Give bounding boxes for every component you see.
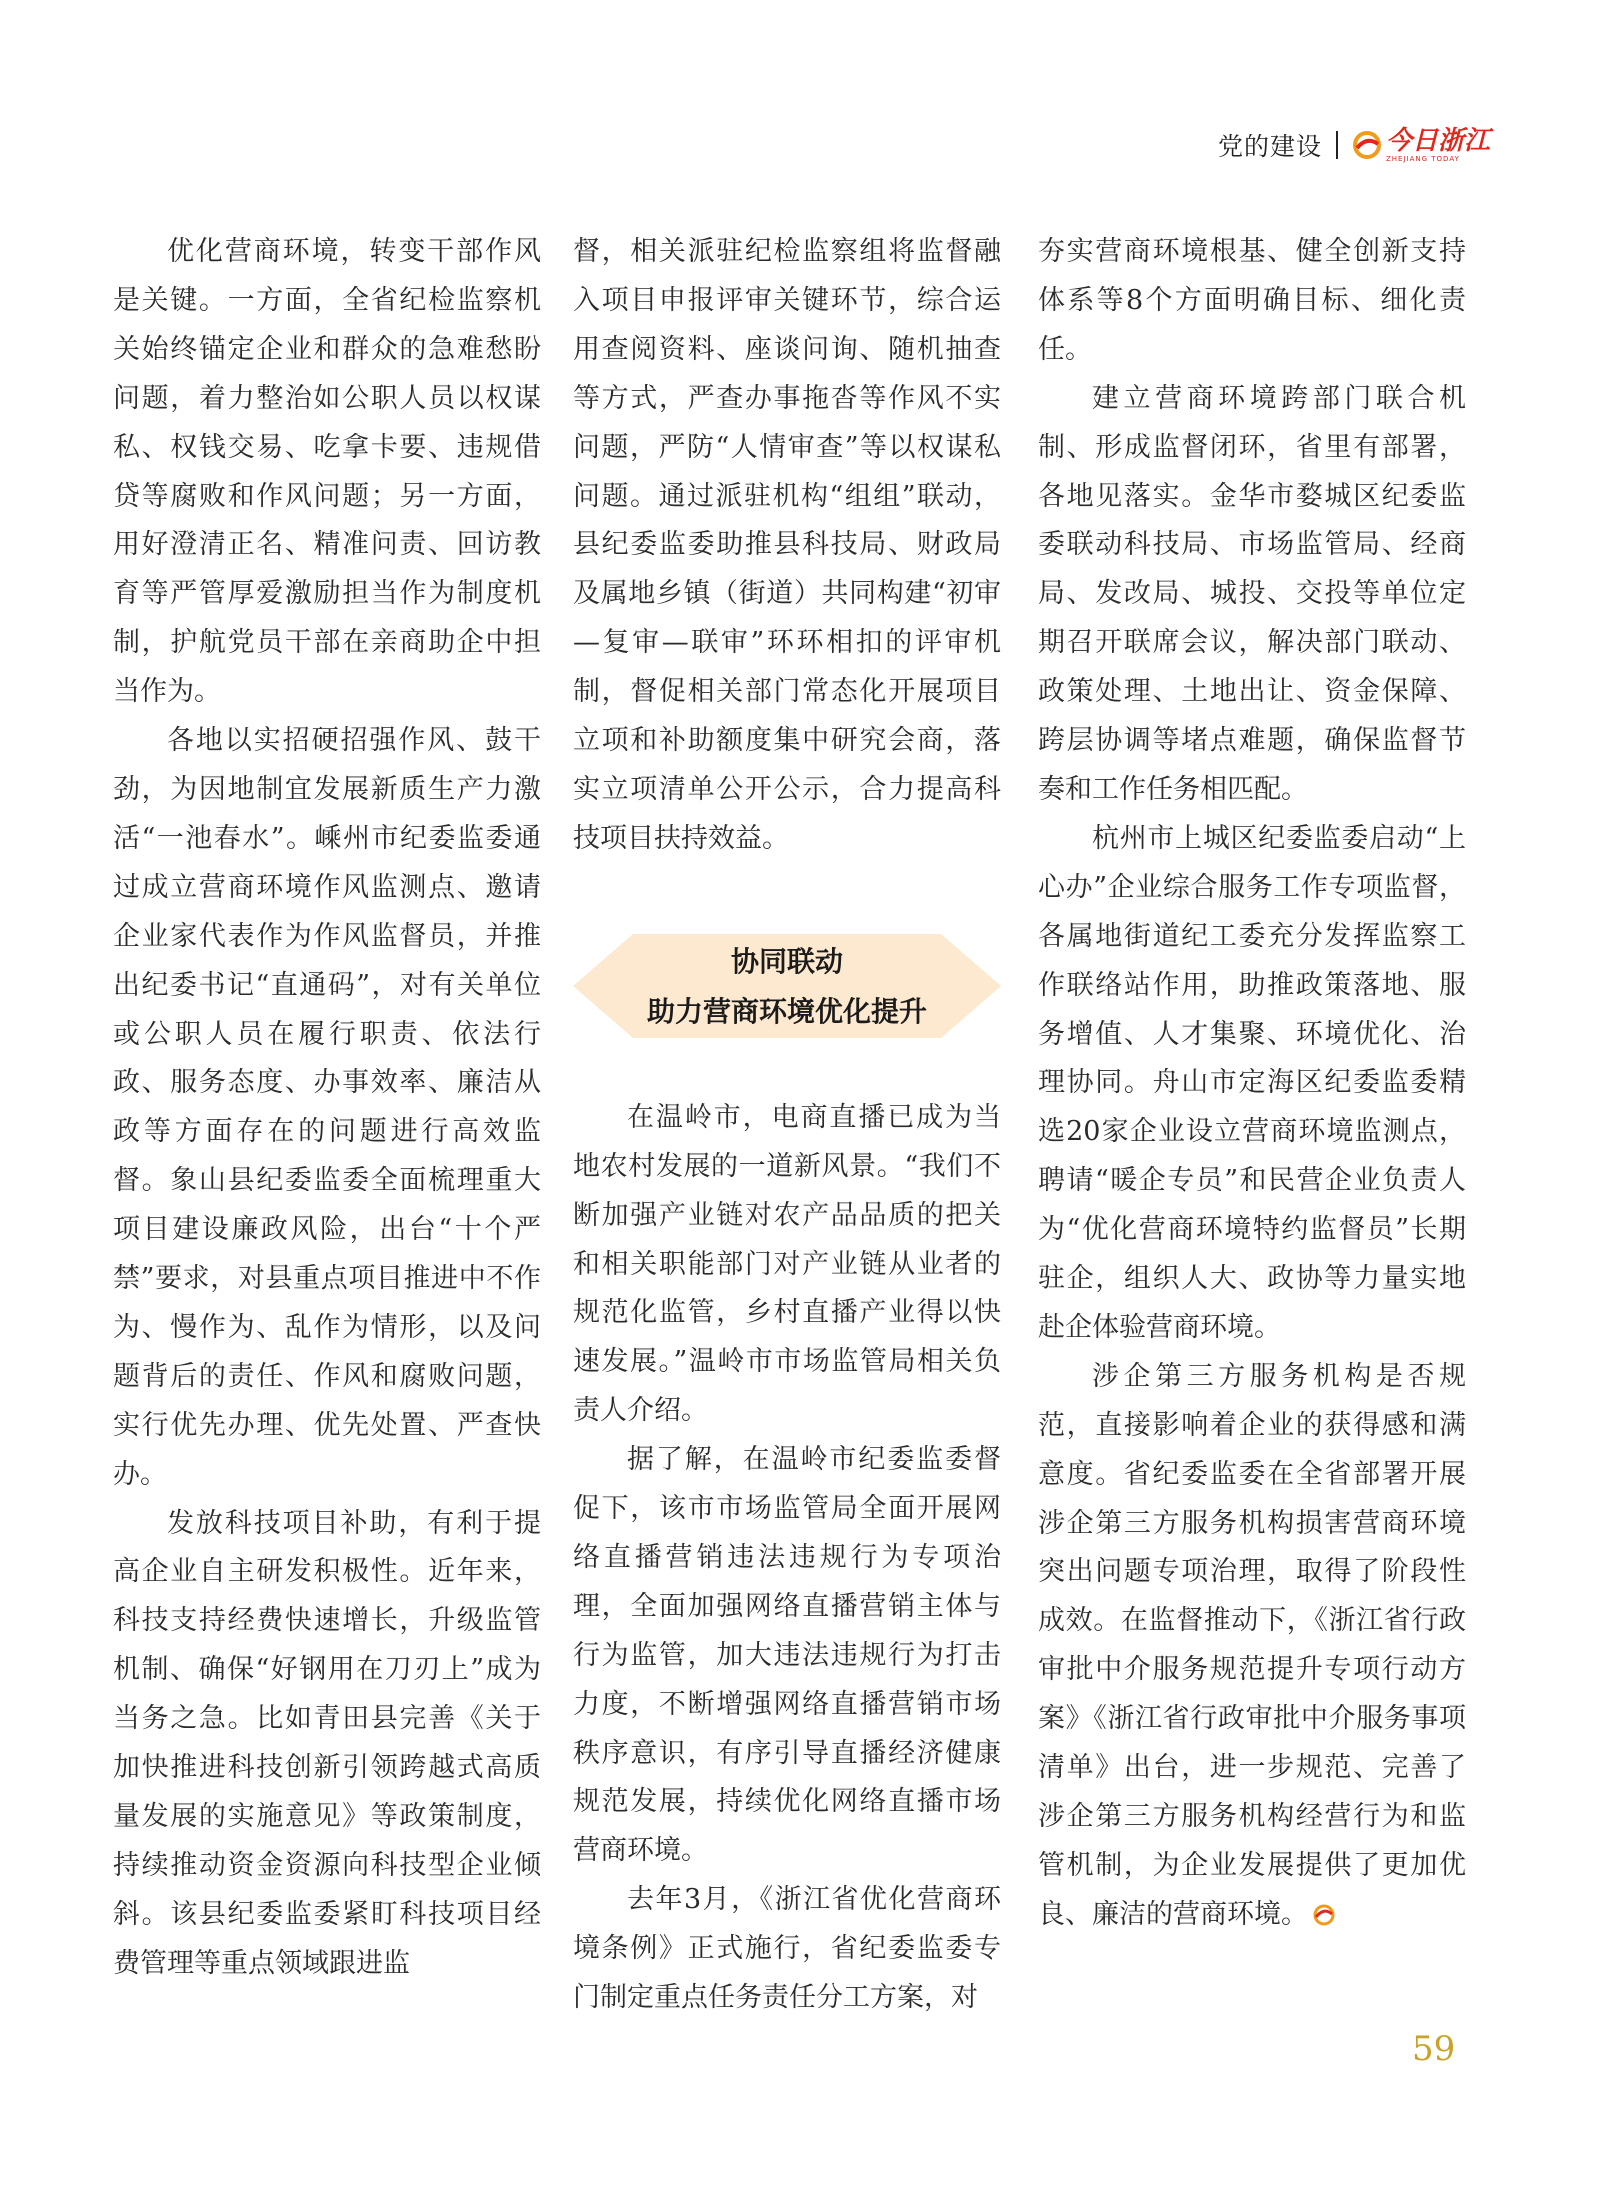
subheading-line-1: 协同联动 [730,944,843,978]
column-right [1038,228,1466,1940]
column-middle [573,228,1001,2023]
section-label: 党的建设 [1217,132,1322,161]
column-left [113,228,541,1989]
paragraph: 据了解，在温岭市纪委监委督促下，该市市场监管局全面开展网络直播营销违法违规行为专项治理，全面加强网络直播营销主体与行为监管，加大违法违规行为打击力度，不断增强网络直播营销市场秩序意识，有序引导直播经济健康规范发展，持续优化网络直播市场营商环境。 [573,1444,1001,1867]
final-paragraph-text: 涉企第三方服务机构是否规范，直接影响着企业的获得感和满意度。省纪委监委在全省部署开展涉企第三方服务机构损害营商环境突出问题专项治理，取得了阶段性成效。在监督推动下，《浙江省行政审批中介服务规范提升专项行动方案》《浙江省行政审批中介服务事项清单》出台，进一步规范、完善了涉企第三方服务机构经营行为和监管机制，为企业发展提供了更加优良、廉洁的营商环境。 [1038,1360,1466,1930]
paragraph-final [1038,1353,1466,1940]
paragraph: 发放科技项目补助，有利于提高企业自主研发积极性。近年来，科技支持经费快速增长，升级监管机制、确保“好钢用在刀刃上”成为当务之急。比如青田县完善《关于加快推进科技创新引领跨越式高质量发展的实施意见》等政策制度，持续推动资金资源向科技型企业倾斜。该县纪委监委紧盯科技项目经费管理等重点领域跟进监 [113,1507,541,1979]
subheading-line-2: 助力营商环境优化提升 [646,994,927,1028]
page-header [1218,120,1490,170]
paragraph: 优化营商环境，转变干部作风是关键。一方面，全省纪检监察机关始终锚定企业和群众的急难愁盼问题，着力整治如公职人员以权谋私、权钱交易、吃拿卡要、违规借贷等腐败和作风问题；另一方面，用好澄清正名、精准问责、回访教育等严管厚爱激励担当作为制度机制，护航党员干部在亲商助企中担当作为。 [113,236,541,708]
page-number: 59 [1412,2029,1456,2069]
brand-name: 今日浙江 [1385,125,1490,156]
subheading-banner [573,926,1001,1046]
brand-logo [1352,125,1490,163]
paragraph-continued: 督，相关派驻纪检监察组将监督融入项目申报评审关键环节，综合运用查阅资料、座谈问询、随机抽查等方式，严查办事拖沓等作风不实问题，严防“人情审查”等以权谋私问题。通过派驻机构“组组”联动，县纪委监委助推县科技局、财政局及属地乡镇（街道）共同构建“初审—复审—联审”环环相扣的评审机制，督促相关部门常态化开展项目立项和补助额度集中研究会商，落实立项清单公开公示，合力提高科技项目扶持效益。 [573,236,1001,854]
end-mark-icon [1312,1903,1336,1927]
header-divider [1336,131,1338,159]
paragraph: 建立营商环境跨部门联合机制、形成监督闭环，省里有部署，各地见落实。金华市婺城区纪委监委联动科技局、市场监管局、经商局、发改局、城投、交投等单位定期召开联席会议，解决部门联动、政策处理、土地出让、资金保障、跨层协调等堵点难题，确保监督节奏和工作任务相匹配。 [1038,382,1466,805]
brand-name-en: ZHEJIANG TODAY [1385,154,1460,163]
paragraph: 去年3月，《浙江省优化营商环境条例》正式施行，省纪委监委专门制定重点任务责任分工方案，对 [573,1884,1001,2014]
brand-swirl-icon [1352,130,1382,160]
paragraph: 杭州市上城区纪委监委启动“上心办”企业综合服务工作专项监督，各属地街道纪工委充分发挥监察工作联络站作用，助推政策落地、服务增值、人才集聚、环境优化、治理协同。舟山市定海区纪委监委精选20家企业设立营商环境监测点，聘请“暖企专员”和民营企业负责人为“优化营商环境特约监督员”长期驻企，组织人大、政协等力量实地赴企体验营商环境。 [1038,822,1466,1343]
paragraph: 在温岭市，电商直播已成为当地农村发展的一道新风景。“我们不断加强产业链对农产品品质的把关和相关职能部门对产业链从业者的规范化监管，乡村直播产业得以快速发展。”温岭市市场监管局相关负责人介绍。 [573,1101,1001,1427]
paragraph: 各地以实招硬招强作风、鼓干劲，为因地制宜发展新质生产力激活“一池春水”。嵊州市纪委监委通过成立营商环境作风监测点、邀请企业家代表作为作风监督员，并推出纪委书记“直通码”，对有关单位或公职人员在履行职责、依法行政、服务态度、办事效率、廉洁从政等方面存在的问题进行高效监督。象山县纪委监委全面梳理重大项目建设廉政风险，出台“十个严禁”要求，对县重点项目推进中不作为、慢作为、乱作为情形，以及问题背后的责任、作风和腐败问题，实行优先办理、优先处置、严查快办。 [113,725,541,1490]
paragraph-continued: 夯实营商环境根基、健全创新支持体系等8个方面明确目标、细化责任。 [1038,236,1466,365]
